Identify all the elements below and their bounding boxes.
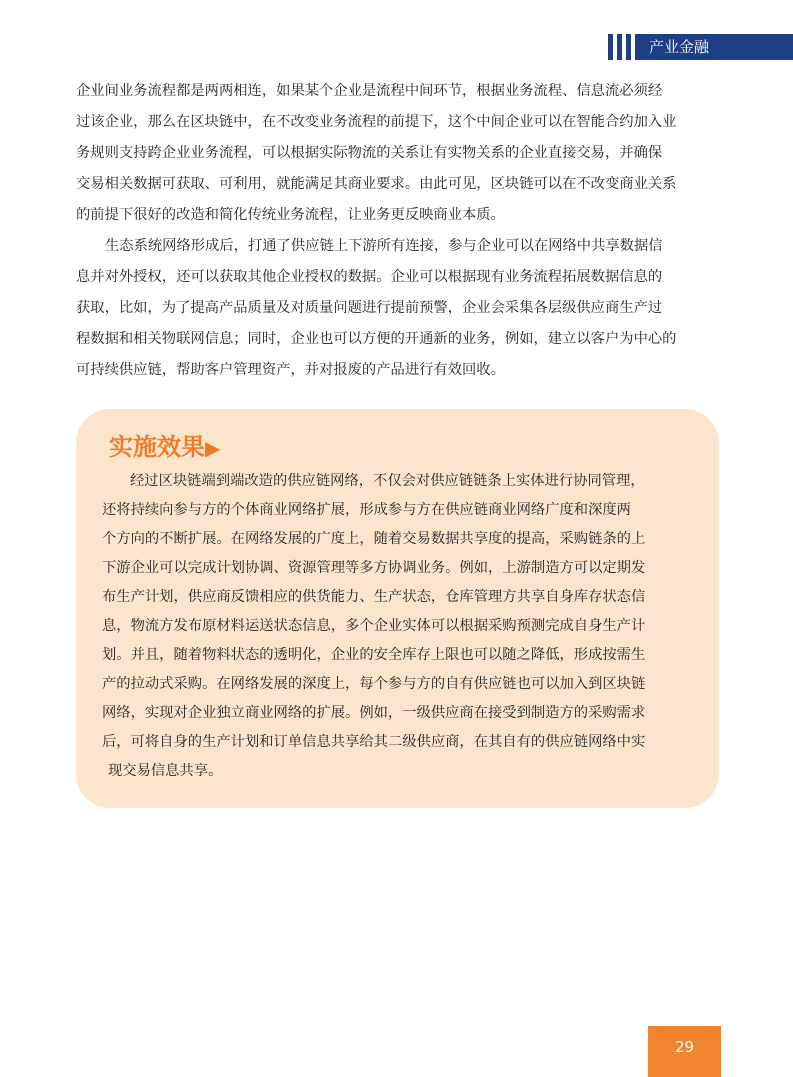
callout-line: 息，物流方发布原材料运送状态信息，多个企业实体可以根据采购预测完成自身生产计 <box>102 618 646 634</box>
body-paragraph-2 <box>76 231 676 386</box>
page-number: 29 <box>648 1026 721 1077</box>
callout-line: 布生产计划，供应商反馈相应的供货能力、生产状态，仓库管理方共享自身库存状态信 <box>102 589 646 605</box>
paragraph-line: 获取，比如，为了提高产品质量及对质量问题进行提前预警，企业会采集各层级供应商生产过 <box>76 300 663 316</box>
implementation-effect-callout <box>76 409 719 808</box>
body-paragraph-1 <box>76 76 676 231</box>
header-stripe <box>617 34 622 60</box>
paragraph-line: 可持续供应链，帮助客户管理资产，并对报废的产品进行有效回收。 <box>76 362 505 378</box>
paragraph-line: 程数据和相关物联网信息；同时，企业也可以方便的开通新的业务，例如，建立以客户为中心的 <box>76 331 677 347</box>
paragraph-line: 务规则支持跨企业业务流程，可以根据实际物流的关系让有实物关系的企业直接交易，并确保 <box>76 145 663 161</box>
callout-paragraph <box>102 467 645 786</box>
play-arrow-icon: ▶ <box>205 436 221 460</box>
callout-title <box>109 427 220 468</box>
callout-line: 个方向的不断扩展。在网络发展的广度上，随着交易数据共享度的提高，采购链条的上 <box>102 531 646 547</box>
callout-line: 下游企业可以完成计划协调、资源管理等多方协调业务。例如，上游制造方可以定期发 <box>102 560 646 576</box>
paragraph-line: 息并对外授权，还可以获取其他企业授权的数据。企业可以根据现有业务流程拓展数据信息的 <box>76 269 663 285</box>
callout-title-text: 实施效果 <box>109 432 205 461</box>
callout-line: 经过区块链端到端改造的供应链网络，不仅会对供应链链条上实体进行协同管理， <box>130 473 645 489</box>
callout-line: 网络，实现对企业独立商业网络的扩展。例如，一级供应商在接受到制造方的采购需求 <box>102 705 646 721</box>
callout-line: 现交易信息共享。 <box>108 763 223 779</box>
paragraph-line: 交易相关数据可获取、可利用，就能满足其商业要求。由此可见，区块链可以在不改变商业关系 <box>76 176 677 192</box>
callout-line: 产的拉动式采购。在网络发展的深度上，每个参与方的自有供应链也可以加入到区块链 <box>102 676 646 692</box>
section-label: 产业金融 <box>635 34 793 60</box>
paragraph-line: 企业间业务流程都是两两相连，如果某个企业是流程中间环节，根据业务流程、信息流必须经 <box>76 83 663 99</box>
header-stripe <box>608 34 613 60</box>
header-stripe <box>626 34 631 60</box>
paragraph-line: 的前提下很好的改造和简化传统业务流程，让业务更反映商业本质。 <box>76 207 505 223</box>
paragraph-line: 过该企业，那么在区块链中，在不改变业务流程的前提下，这个中间企业可以在智能合约加入业 <box>76 114 677 130</box>
callout-line: 划。并且，随着物料状态的透明化，企业的安全库存上限也可以随之降低，形成按需生 <box>102 647 646 663</box>
callout-line: 后，可将自身的生产计划和订单信息共享给其二级供应商，在其自有的供应链网络中实 <box>102 734 646 750</box>
paragraph-line: 生态系统网络形成后，打通了供应链上下游所有连接，参与企业可以在网络中共享数据信 <box>105 238 663 254</box>
callout-line: 还将持续向参与方的个体商业网络扩展，形成参与方在供应链商业网络广度和深度两 <box>102 502 631 518</box>
section-header <box>608 34 793 60</box>
